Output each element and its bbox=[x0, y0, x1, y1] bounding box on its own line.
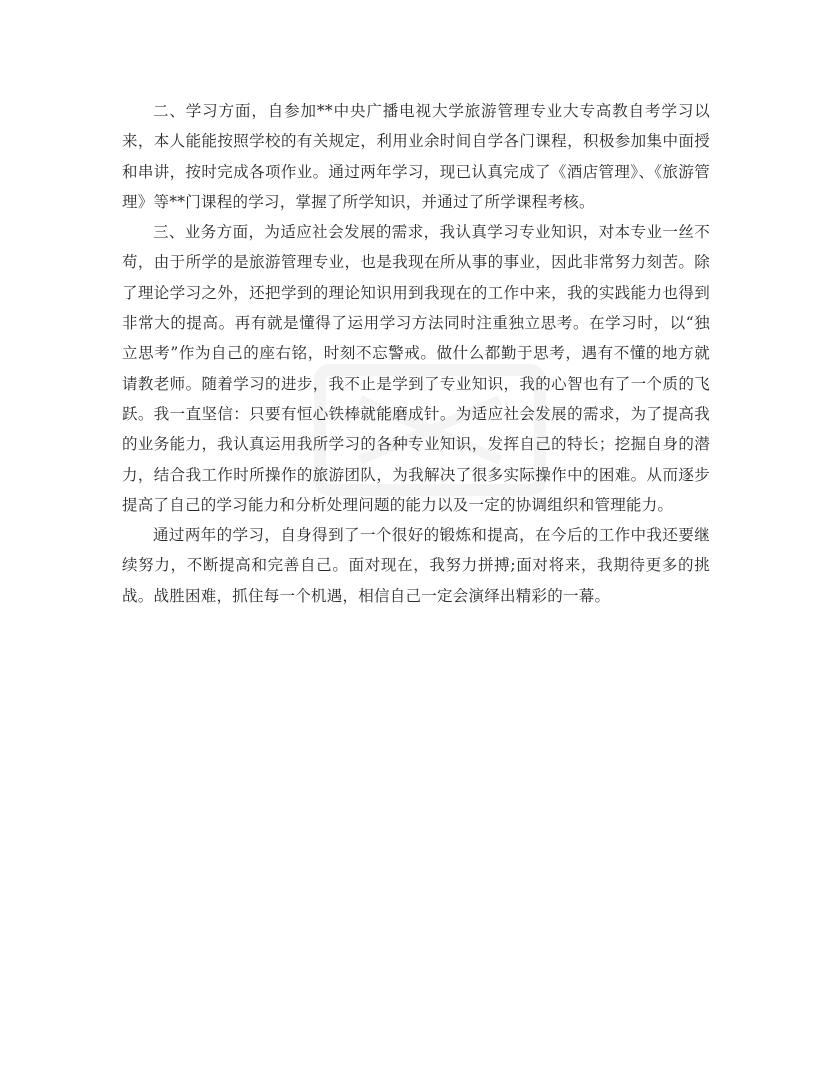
paragraph-study: 二、学习方面，自参加**中央广播电视大学旅游管理专业大专高教自考学习以来，本人能能按照学校的有关规定，利用业余时间自学各门课程，积极参加集中面授和串讲，按时完成各项作业。通过两年学习，现已认真完成了《酒店管理》、《旅游管理》等**门课程的学习，掌握了所学知识，并通过了所学课程考核。 bbox=[122, 102, 710, 211]
paragraph-work: 三、业务方面，为适应社会发展的需求，我认真学习专业知识，对本专业一丝不苟，由于所学的是旅游管理专业，也是我现在所从事的事业，因此非常努力刻苦。除了理论学习之外，还把学到的理论知识用到我现在的工作中来，我的实践能力也得到非常大的提高。再有就是懂得了运用学习方法同时注重独立思考。在学习时，以“独立思考”作为自己的座右铭，时刻不忘警戒。做什么都勤于思考，遇有不懂的地方就请教老师。随着学习的进步，我不止是学到了专业知识，我的心智也有了一个质的飞跃。我一直坚信：只要有恒心铁棒就能磨成针。为适应社会发展的需求，为了提高我的业务能力，我认真运用我所学习的各种专业知识，发挥自己的特长；挖掘自身的潜力，结合我工作时所操作的旅游团队，为我解决了很多实际操作中的困难。从而逐步提高了自己的学习能力和分析处理问题的能力以及一定的协调组织和管理能力。 bbox=[122, 223, 710, 514]
document-body bbox=[122, 96, 710, 611]
paragraph-conclusion: 通过两年的学习，自身得到了一个很好的锻炼和提高，在今后的工作中我还要继续努力，不断提高和完善自己。面对现在，我努力拼搏;面对将来，我期待更多的挑战。战胜困难，抓住每一个机遇，相信自己一定会演绎出精彩的一幕。 bbox=[122, 526, 710, 605]
